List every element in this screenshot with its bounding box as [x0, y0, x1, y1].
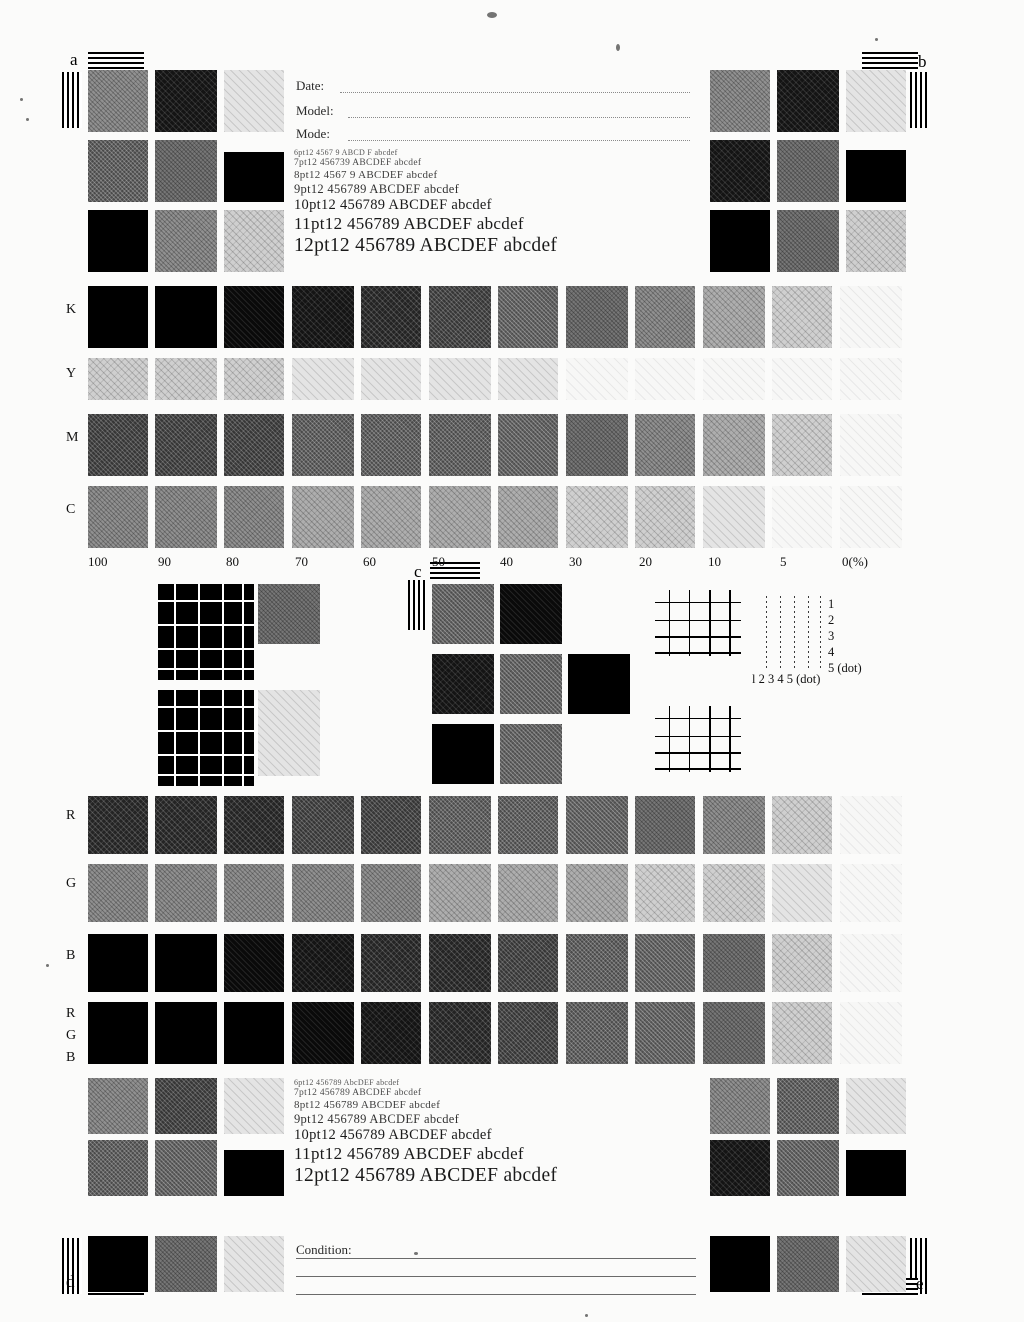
- corner-label-b: b: [918, 52, 927, 71]
- corner-mark-b-horizontal: [862, 52, 918, 72]
- row-label-rgb-b: B: [66, 1050, 76, 1065]
- resolution-number-1: 1: [828, 597, 835, 611]
- step-g-60: [361, 864, 421, 922]
- step-rgb-30: [566, 1002, 628, 1064]
- scan-speck: [875, 38, 878, 41]
- step-b-80: [224, 934, 284, 992]
- patch-top-left-6: [224, 152, 284, 202]
- step-g-50: [429, 864, 491, 922]
- patch-bottom-right-1: [710, 1078, 770, 1134]
- step-y-30: [566, 358, 628, 400]
- patch-bottom-left-9: [224, 1236, 284, 1292]
- step-r-100: [88, 796, 148, 854]
- corner-mark-a-horizontal: [88, 52, 144, 72]
- patch-bottom-right-5: [777, 1140, 839, 1196]
- type-line-11pt: 11pt12 456789 ABCDEF abcdef: [294, 214, 524, 233]
- step-r-80: [224, 796, 284, 854]
- scan-speck: [414, 1252, 418, 1255]
- step-m-20: [635, 414, 695, 476]
- step-r-0: [840, 796, 902, 854]
- scale-step-70: 70: [295, 554, 308, 569]
- scale-step-90: 90: [158, 554, 171, 569]
- step-g-30: [566, 864, 628, 922]
- scan-speck: [26, 118, 29, 121]
- patch-top-right-7: [710, 210, 770, 272]
- step-c-90: [155, 486, 217, 548]
- step-c-0: [840, 486, 902, 548]
- type-line-12pt: 12pt12 456789 ABCDEF abcdef: [294, 235, 558, 256]
- resolution-grid-white-1: [158, 584, 254, 680]
- patch-bottom-right-6: [846, 1150, 906, 1196]
- scale-step-30: 30: [569, 554, 582, 569]
- patch-top-right-5: [777, 140, 839, 202]
- patch-mid-8: [432, 724, 494, 784]
- resolution-horizontal-numbers: l 2 3 4 5 (dot): [752, 672, 821, 686]
- corner-mark-c-vertical: [408, 580, 426, 630]
- step-m-60: [361, 414, 421, 476]
- step-r-70: [292, 796, 354, 854]
- field-label-mode: Mode:: [296, 126, 330, 141]
- field-rule-model: [348, 117, 690, 118]
- step-g-70: [292, 864, 354, 922]
- type-line-bottom-10pt: 10pt12 456789 ABCDEF abcdef: [294, 1127, 492, 1143]
- patch-top-right-1: [710, 70, 770, 132]
- corner-mark-a-vertical: [62, 72, 82, 128]
- step-y-80: [224, 358, 284, 400]
- type-line-bottom-12pt: 12pt12 456789 ABCDEF abcdef: [294, 1165, 558, 1186]
- patch-top-right-8: [777, 210, 839, 272]
- step-g-0: [840, 864, 902, 922]
- row-label-c: C: [66, 502, 76, 517]
- row-label-rgb-g: G: [66, 1028, 77, 1043]
- row-label-g: G: [66, 876, 77, 891]
- patch-bottom-right-7: [710, 1236, 770, 1292]
- step-b-40: [498, 934, 558, 992]
- row-label-k: K: [66, 302, 77, 317]
- step-c-20: [635, 486, 695, 548]
- resolution-number-4: 4: [828, 645, 835, 659]
- scale-step-20: 20: [639, 554, 652, 569]
- step-k-60: [361, 286, 421, 348]
- patch-top-right-6: [846, 150, 906, 202]
- step-r-10: [703, 796, 765, 854]
- patch-bottom-right-8: [777, 1236, 839, 1292]
- row-label-y: Y: [66, 366, 77, 381]
- step-y-90: [155, 358, 217, 400]
- scan-speck: [487, 12, 497, 18]
- field-rule-condition-2: [296, 1276, 696, 1277]
- step-m-50: [429, 414, 491, 476]
- step-m-30: [566, 414, 628, 476]
- step-rgb-70: [292, 1002, 354, 1064]
- patch-bottom-left-3: [224, 1078, 284, 1134]
- step-r-20: [635, 796, 695, 854]
- step-k-10: [703, 286, 765, 348]
- step-b-10: [703, 934, 765, 992]
- patch-mid-6: [500, 654, 562, 714]
- row-label-r: R: [66, 808, 76, 823]
- row-label-rgb-r: R: [66, 1006, 76, 1021]
- step-c-50: [429, 486, 491, 548]
- step-k-100: [88, 286, 148, 348]
- patch-mid-5: [432, 654, 494, 714]
- patch-mid-3: [432, 584, 494, 644]
- patch-mid-4: [500, 584, 562, 644]
- field-label-condition: Condition:: [296, 1242, 352, 1257]
- step-k-40: [498, 286, 558, 348]
- type-line-bottom-7pt: 7pt12 456789 ABCDEF abcdef: [294, 1088, 422, 1098]
- step-r-90: [155, 796, 217, 854]
- step-c-10: [703, 486, 765, 548]
- patch-top-left-2: [155, 70, 217, 132]
- step-m-100: [88, 414, 148, 476]
- resolution-number-5: 5 (dot): [828, 661, 862, 675]
- patch-top-right-2: [777, 70, 839, 132]
- type-line-bottom-6pt: 6pt12 456789 AbcDEF abcdef: [294, 1078, 400, 1087]
- patch-top-right-9: [846, 210, 906, 272]
- step-y-70: [292, 358, 354, 400]
- resolution-number-3: 3: [828, 629, 835, 643]
- step-rgb-5: [772, 1002, 832, 1064]
- scan-speck: [20, 98, 23, 101]
- scan-speck: [46, 964, 49, 967]
- step-m-5: [772, 414, 832, 476]
- step-g-20: [635, 864, 695, 922]
- step-k-5: [772, 286, 832, 348]
- patch-bottom-left-1: [88, 1078, 148, 1134]
- patch-top-left-8: [155, 210, 217, 272]
- step-rgb-60: [361, 1002, 421, 1064]
- step-m-70: [292, 414, 354, 476]
- patch-top-left-1: [88, 70, 148, 132]
- step-g-100: [88, 864, 148, 922]
- step-y-20: [635, 358, 695, 400]
- scale-step-100: 100: [88, 554, 108, 569]
- field-rule-condition-3: [296, 1294, 696, 1295]
- step-m-0: [840, 414, 902, 476]
- step-k-80: [224, 286, 284, 348]
- patch-bottom-left-8: [155, 1236, 217, 1292]
- patch-top-left-9: [224, 210, 284, 272]
- field-rule-condition-1: [296, 1258, 696, 1259]
- scale-step-60: 60: [363, 554, 376, 569]
- field-label-model: Model:: [296, 103, 334, 118]
- corner-label-e: e: [916, 1274, 924, 1293]
- step-b-60: [361, 934, 421, 992]
- type-line-6pt: 6pt12 4567 9 ABCD F abcdef: [294, 148, 398, 157]
- step-b-5: [772, 934, 832, 992]
- step-g-5: [772, 864, 832, 922]
- type-line-bottom-8pt: 8pt12 456789 ABCDEF abcdef: [294, 1099, 441, 1111]
- step-rgb-50: [429, 1002, 491, 1064]
- step-r-30: [566, 796, 628, 854]
- patch-mid-9: [500, 724, 562, 784]
- patch-bottom-right-4: [710, 1140, 770, 1196]
- step-b-0: [840, 934, 902, 992]
- step-m-80: [224, 414, 284, 476]
- step-b-90: [155, 934, 217, 992]
- patch-top-left-7: [88, 210, 148, 272]
- step-rgb-80: [224, 1002, 284, 1064]
- row-label-b: B: [66, 948, 76, 963]
- corner-mark-b-vertical: [910, 72, 930, 128]
- step-c-70: [292, 486, 354, 548]
- step-y-60: [361, 358, 421, 400]
- step-g-90: [155, 864, 217, 922]
- step-y-0: [840, 358, 902, 400]
- corner-label-c: c: [414, 562, 422, 581]
- step-r-40: [498, 796, 558, 854]
- step-r-5: [772, 796, 832, 854]
- step-b-20: [635, 934, 695, 992]
- field-rule-date: [340, 92, 690, 93]
- step-c-5: [772, 486, 832, 548]
- type-ladder-top: [294, 148, 557, 257]
- step-y-40: [498, 358, 558, 400]
- patch-top-left-5: [155, 140, 217, 202]
- patch-top-right-3: [846, 70, 906, 132]
- resolution-dot-lines: [762, 596, 822, 668]
- resolution-grid-white-2: [158, 690, 254, 786]
- step-b-50: [429, 934, 491, 992]
- step-y-100: [88, 358, 148, 400]
- step-m-90: [155, 414, 217, 476]
- step-rgb-100: [88, 1002, 148, 1064]
- step-c-40: [498, 486, 558, 548]
- step-y-5: [772, 358, 832, 400]
- patch-bottom-left-4: [88, 1140, 148, 1196]
- step-k-20: [635, 286, 695, 348]
- scale-step-40: 40: [500, 554, 513, 569]
- type-ladder-bottom: [294, 1078, 557, 1187]
- type-line-7pt: 7pt12 456739 ABCDEF abcdef: [294, 158, 422, 168]
- step-b-30: [566, 934, 628, 992]
- step-y-10: [703, 358, 765, 400]
- patch-top-left-3: [224, 70, 284, 132]
- type-line-8pt: 8pt12 4567 9 ABCDEF abcdef: [294, 169, 438, 181]
- scale-step-10: 10: [708, 554, 721, 569]
- scale-unit-label: 0(%): [842, 554, 868, 569]
- type-line-bottom-11pt: 11pt12 456789 ABCDEF abcdef: [294, 1144, 524, 1163]
- scan-speck: [585, 1314, 588, 1317]
- field-label-date: Date:: [296, 78, 325, 93]
- patch-mid-2: [258, 690, 320, 776]
- step-b-70: [292, 934, 354, 992]
- step-g-80: [224, 864, 284, 922]
- patch-bottom-right-3: [846, 1078, 906, 1134]
- scale-step-50: 50: [432, 554, 445, 569]
- step-g-40: [498, 864, 558, 922]
- scale-step-5: 5: [780, 554, 787, 569]
- field-rule-mode: [348, 140, 690, 141]
- corner-label-d: d: [66, 1272, 75, 1291]
- patch-bottom-left-2: [155, 1078, 217, 1134]
- patch-mid-1: [258, 584, 320, 644]
- row-label-m: M: [66, 430, 79, 445]
- step-c-100: [88, 486, 148, 548]
- type-line-10pt: 10pt12 456789 ABCDEF abcdef: [294, 197, 492, 213]
- type-line-9pt: 9pt12 456789 ABCDEF abcdef: [294, 182, 460, 196]
- step-c-30: [566, 486, 628, 548]
- step-rgb-40: [498, 1002, 558, 1064]
- resolution-vertical-numbers: [828, 596, 862, 676]
- step-g-10: [703, 864, 765, 922]
- scale-step-80: 80: [226, 554, 239, 569]
- step-c-60: [361, 486, 421, 548]
- step-k-30: [566, 286, 628, 348]
- step-m-10: [703, 414, 765, 476]
- step-b-100: [88, 934, 148, 992]
- step-c-80: [224, 486, 284, 548]
- patch-top-left-4: [88, 140, 148, 202]
- step-k-70: [292, 286, 354, 348]
- step-m-40: [498, 414, 558, 476]
- step-r-50: [429, 796, 491, 854]
- patch-bottom-left-5: [155, 1140, 217, 1196]
- scan-speck: [616, 44, 620, 51]
- step-rgb-0: [840, 1002, 902, 1064]
- step-rgb-10: [703, 1002, 765, 1064]
- patch-bottom-left-6: [224, 1150, 284, 1196]
- step-r-60: [361, 796, 421, 854]
- step-y-50: [429, 358, 491, 400]
- resolution-grid-black-1: [655, 590, 741, 656]
- patch-mid-7: [568, 654, 630, 714]
- patch-bottom-right-9: [846, 1236, 906, 1292]
- step-k-0: [840, 286, 902, 348]
- patch-bottom-left-7: [88, 1236, 148, 1292]
- step-rgb-90: [155, 1002, 217, 1064]
- step-k-50: [429, 286, 491, 348]
- resolution-number-2: 2: [828, 613, 835, 627]
- corner-label-a: a: [70, 50, 78, 69]
- patch-top-right-4: [710, 140, 770, 202]
- patch-bottom-right-2: [777, 1078, 839, 1134]
- type-line-bottom-9pt: 9pt12 456789 ABCDEF abcdef: [294, 1112, 460, 1126]
- resolution-grid-black-2: [655, 706, 741, 772]
- step-rgb-20: [635, 1002, 695, 1064]
- step-k-90: [155, 286, 217, 348]
